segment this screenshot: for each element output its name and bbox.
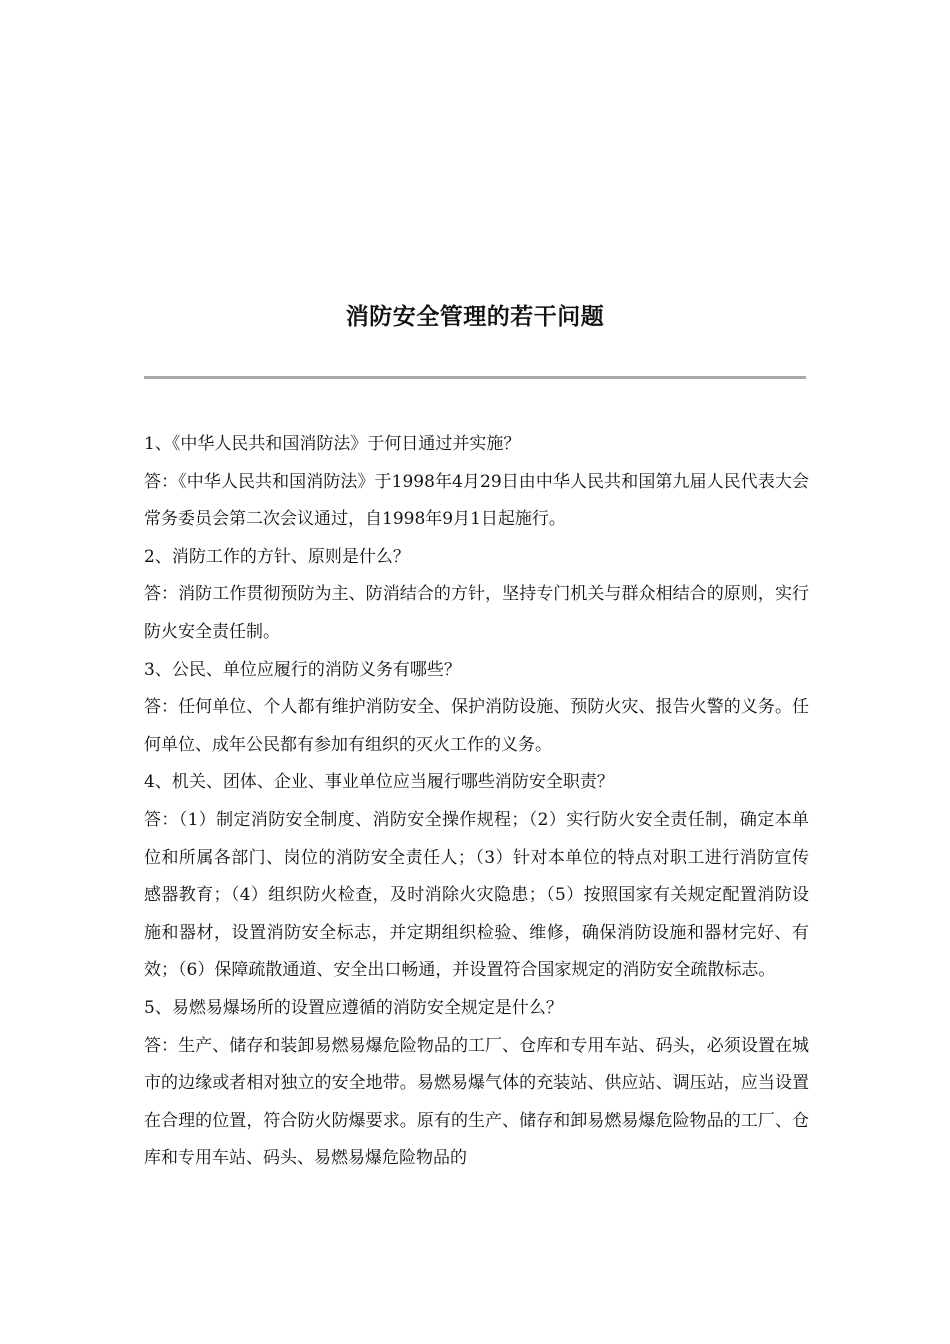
question-5: 5、易燃易爆场所的设置应遵循的消防安全规定是什么？ <box>144 997 563 1018</box>
question-4: 4、机关、团体、企业、事业单位应当履行哪些消防安全职责？ <box>144 772 614 793</box>
answer-5: 答：生产、储存和装卸易燃易爆危险物品的工厂、仓库和专用车站、码头，必须设置在城市的边缘或者相对独立的安全地带。易燃易爆气体的充装站、供应站、调压站，应当设置在合理的位置，符合防火防爆要求。原有的生产、储存和卸易燃易爆危险物品的工厂、仓库和专用车站、码头、易燃易爆危险物品的 <box>144 1035 809 1169</box>
question-1: 1、《中华人民共和国消防法》于何日通过并实施？ <box>144 434 521 454</box>
answer-1: 答：《中华人民共和国消防法》于1998年4月29日由中华人民共和国第九届人民代表大会常务委员会第二次会议通过，自1998年9月1日起施行。 <box>144 471 809 530</box>
question-3: 3、公民、单位应履行的消防义务有哪些？ <box>144 659 461 680</box>
answer-2: 答：消防工作贯彻预防为主、防消结合的方针，坚持专门机关与群众相结合的原则，实行防火安全责任制。 <box>144 584 809 642</box>
title-divider <box>144 376 806 379</box>
document-body <box>144 426 809 1178</box>
answer-4: 答：（1）制定消防安全制度、消防安全操作规程；（2）实行防火安全责任制，确定本单位和所属各部门、岗位的消防安全责任人；（3）针对本单位的特点对职工进行消防宣传感器教育；（4）组织防火检查，及时消除火灾隐患；（5）按照国家有关规定配置消防设施和器材，设置消防安全标志，并定期组织检验、维修，确保消防设施和器材完好、有效；（6）保障疏散通道、安全出口畅通，并设置符合国家规定的消防安全疏散标志。 <box>144 809 809 981</box>
document-title: 消防安全管理的若干问题 <box>345 303 605 330</box>
question-2: 2、消防工作的方针、原则是什么？ <box>144 546 410 567</box>
answer-3: 答：任何单位、个人都有维护消防安全、保护消防设施、预防火灾、报告火警的义务。任何单位、成年公民都有参加有组织的灭火工作的义务。 <box>144 697 809 755</box>
